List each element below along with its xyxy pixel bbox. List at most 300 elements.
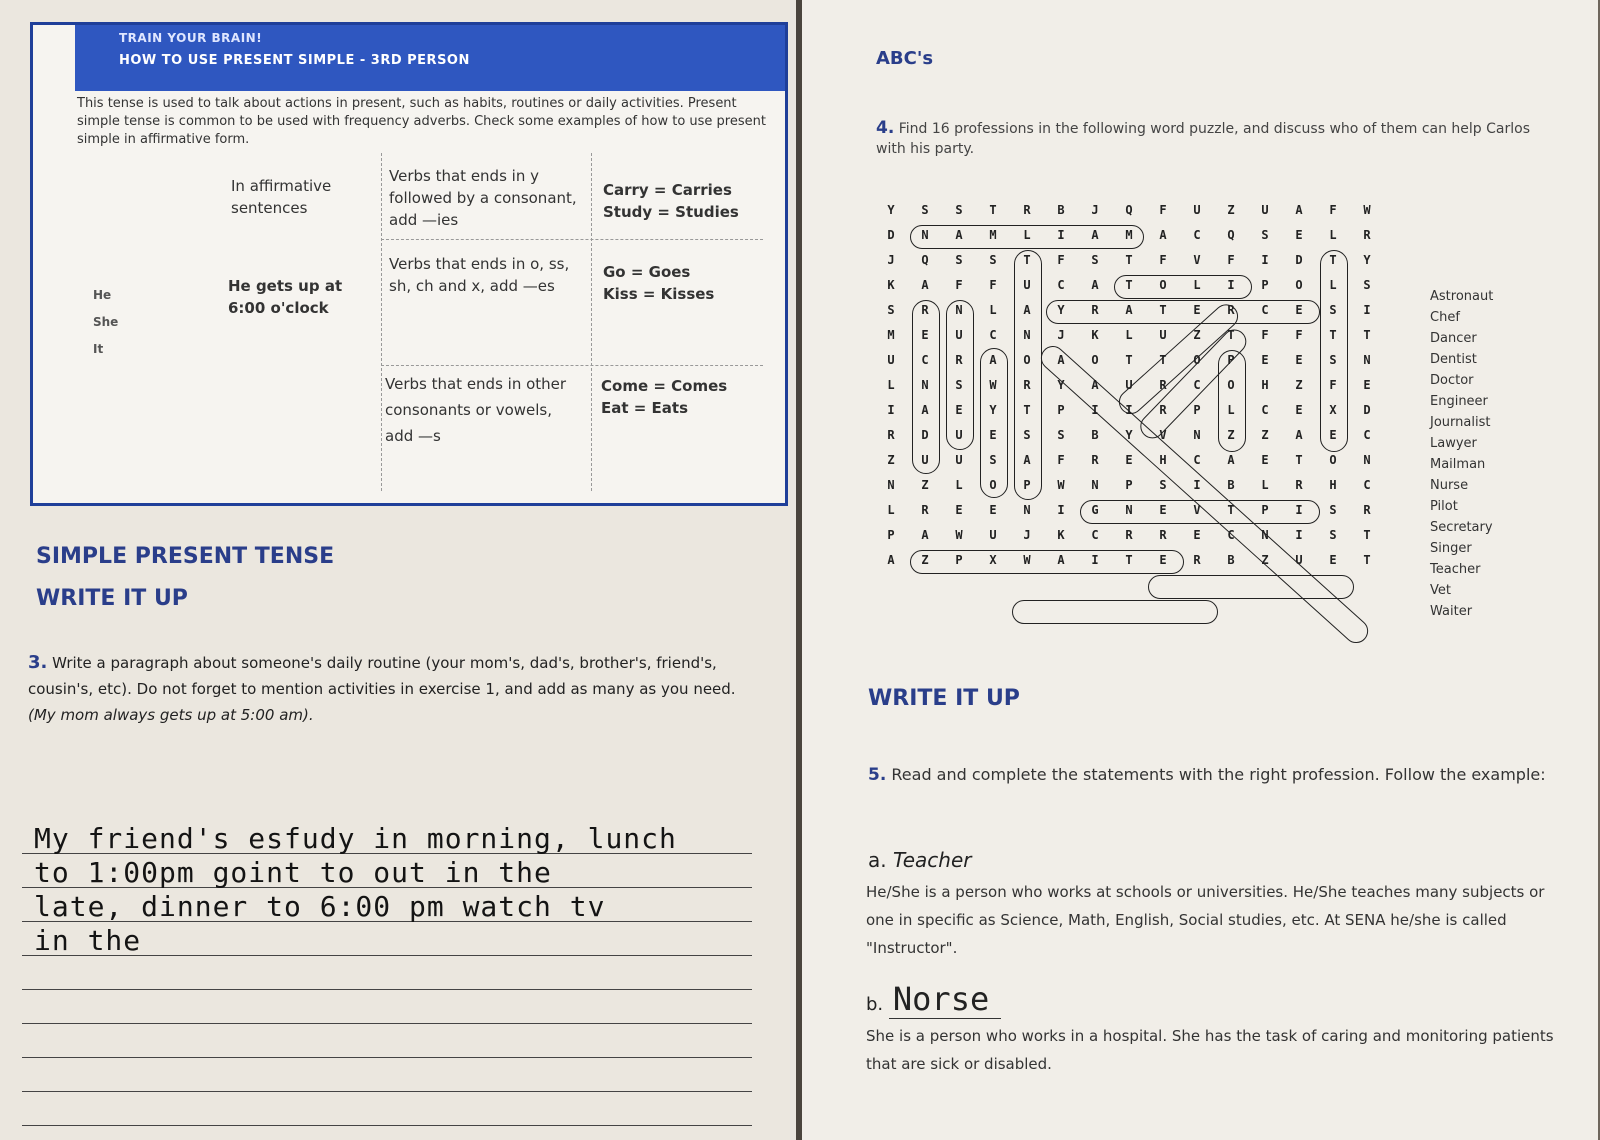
puzzle-letter: F (1227, 253, 1235, 267)
puzzle-letter: D (921, 428, 929, 442)
puzzle-letter: E (1295, 228, 1303, 242)
puzzle-letter: U (955, 328, 963, 342)
word-circle (1014, 250, 1042, 500)
puzzle-letter: Z (1193, 328, 1201, 342)
question-example: (My mom always gets up at 5:00 am). (28, 706, 314, 724)
puzzle-letter: T (1329, 253, 1337, 267)
question-text: Read and complete the statements with the right profession. Follow the example: (891, 765, 1546, 784)
word-circle (1320, 250, 1348, 452)
puzzle-letter: H (1261, 378, 1269, 392)
answer-a-description: He/She is a person who works at schools or universities. He/She teaches many subjects or one in specific as Science, Math, English, Social studies, etc. At SENA he/she is called "Instructor". (866, 883, 1545, 957)
puzzle-letter: L (989, 303, 997, 317)
answer-line[interactable] (22, 888, 752, 922)
word-search-puzzle (874, 198, 1371, 628)
left-page (0, 0, 796, 1140)
puzzle-letter: T (1023, 403, 1031, 417)
puzzle-letter: A (1091, 378, 1099, 392)
puzzle-letter: E (1159, 553, 1167, 567)
puzzle-letter: R (1363, 228, 1371, 242)
puzzle-letter: E (1193, 303, 1201, 317)
puzzle-letter: C (1261, 303, 1269, 317)
puzzle-letter: S (989, 253, 997, 267)
puzzle-letter: O (1329, 453, 1337, 467)
puzzle-letter: I (1295, 503, 1303, 517)
puzzle-letter: X (989, 553, 997, 567)
puzzle-letter: N (887, 478, 895, 492)
puzzle-letter: T (1125, 353, 1133, 367)
puzzle-letter: V (1159, 428, 1167, 442)
puzzle-letter: S (1159, 478, 1167, 492)
puzzle-letter: V (1193, 253, 1201, 267)
word-list-item: Astronaut (1430, 289, 1494, 304)
question-text: Write a paragraph about someone's daily routine (your mom's, dad's, brother's, friend's, cousin's, etc). Do not forget to mention activities in exercise 1, and add as many as you need. (28, 654, 736, 698)
puzzle-letter: J (887, 253, 895, 267)
puzzle-letter: A (1295, 428, 1303, 442)
right-page (802, 0, 1598, 1140)
puzzle-letter: P (1057, 403, 1065, 417)
puzzle-letter: E (955, 403, 963, 417)
puzzle-letter: T (1125, 553, 1133, 567)
puzzle-letter: E (1295, 403, 1303, 417)
puzzle-letter: R (1091, 453, 1099, 467)
word-circle (1012, 600, 1218, 624)
puzzle-letter: C (1193, 453, 1201, 467)
puzzle-letter: S (1329, 303, 1337, 317)
puzzle-letter: N (1193, 428, 1201, 442)
puzzle-letter: T (1023, 253, 1031, 267)
answer-line[interactable] (22, 922, 752, 956)
puzzle-letter: E (1295, 303, 1303, 317)
puzzle-letter: C (1091, 528, 1099, 542)
word-list-item: Dancer (1430, 331, 1477, 346)
puzzle-letter: E (955, 503, 963, 517)
puzzle-letter: A (1023, 453, 1031, 467)
puzzle-letter: R (1295, 478, 1303, 492)
puzzle-letter: Y (1125, 428, 1133, 442)
puzzle-letter: J (1091, 203, 1099, 217)
puzzle-letter: L (1193, 278, 1201, 292)
puzzle-letter: E (921, 328, 929, 342)
word-list (1430, 286, 1493, 622)
word-circle (912, 300, 940, 474)
puzzle-letter: Z (1227, 428, 1235, 442)
puzzle-letter: S (921, 203, 929, 217)
pronoun-it: It (93, 342, 104, 356)
puzzle-letter: U (1023, 278, 1031, 292)
puzzle-letter: I (1125, 403, 1133, 417)
puzzle-letter: K (1091, 328, 1099, 342)
puzzle-letter: P (1261, 503, 1269, 517)
puzzle-letter: S (955, 253, 963, 267)
answer-line[interactable] (22, 1092, 752, 1126)
puzzle-letter: F (989, 278, 997, 292)
puzzle-letter: L (1227, 403, 1235, 417)
puzzle-letter: H (1329, 478, 1337, 492)
handwritten-text: late, dinner to 6:00 pm watch tv (34, 890, 606, 923)
puzzle-letter: S (1091, 253, 1099, 267)
puzzle-letter: A (1295, 203, 1303, 217)
puzzle-letter: A (887, 553, 895, 567)
puzzle-letter: R (921, 303, 929, 317)
puzzle-letter: F (1295, 328, 1303, 342)
puzzle-letter: Z (921, 478, 929, 492)
answer-b (866, 980, 1001, 1018)
puzzle-letter: W (989, 378, 997, 392)
puzzle-letter: P (1125, 478, 1133, 492)
section-title-write-it-up: WRITE IT UP (868, 686, 1020, 711)
word-list-item: Singer (1430, 541, 1472, 556)
puzzle-letter: I (1261, 253, 1269, 267)
puzzle-letter: O (989, 478, 997, 492)
puzzle-letter: S (989, 453, 997, 467)
puzzle-letter: N (921, 378, 929, 392)
puzzle-letter: U (1295, 553, 1303, 567)
puzzle-letter: F (1057, 453, 1065, 467)
puzzle-letter: A (1057, 353, 1065, 367)
puzzle-letter: T (1159, 353, 1167, 367)
word-list-item: Engineer (1430, 394, 1488, 409)
table-divider (381, 153, 382, 491)
puzzle-letter: B (1227, 553, 1235, 567)
banner-title: HOW TO USE PRESENT SIMPLE - 3RD PERSON (119, 53, 470, 68)
puzzle-letter: P (1193, 403, 1201, 417)
puzzle-letter: A (921, 528, 929, 542)
puzzle-letter: T (1329, 328, 1337, 342)
puzzle-letter: L (1261, 478, 1269, 492)
puzzle-letter: E (1125, 453, 1133, 467)
examples-es: Go = Goes Kiss = Kisses (603, 263, 715, 303)
puzzle-letter: Y (1057, 378, 1065, 392)
puzzle-letter: O (1227, 378, 1235, 392)
puzzle-letter: D (887, 228, 895, 242)
word-list-item: Teacher (1430, 562, 1481, 577)
puzzle-letter: F (1329, 203, 1337, 217)
puzzle-letter: F (1261, 328, 1269, 342)
puzzle-letter: J (1023, 528, 1031, 542)
puzzle-letter: S (887, 303, 895, 317)
puzzle-letter: W (1363, 203, 1371, 217)
puzzle-letter: W (1023, 553, 1031, 567)
puzzle-letter: U (989, 528, 997, 542)
puzzle-letter: T (1295, 453, 1303, 467)
puzzle-letter: B (1057, 203, 1065, 217)
rule-es: Verbs that ends in o, ss, sh, ch and x, add —es (389, 255, 570, 295)
puzzle-letter: I (1091, 403, 1099, 417)
puzzle-letter: N (1363, 453, 1371, 467)
puzzle-letter: C (989, 328, 997, 342)
puzzle-letter: T (989, 203, 997, 217)
word-list-item: Nurse (1430, 478, 1469, 493)
answer-lines[interactable] (22, 820, 752, 1126)
puzzle-letter: T (1227, 328, 1235, 342)
word-circle (980, 348, 1008, 498)
puzzle-letter: Z (921, 553, 929, 567)
puzzle-letter: A (1159, 228, 1167, 242)
puzzle-letter: L (887, 503, 895, 517)
puzzle-letter: B (1091, 428, 1099, 442)
puzzle-letter: A (1023, 303, 1031, 317)
handwritten-text: My friend's esfudy in morning, lunch (34, 822, 677, 855)
puzzle-letter: K (1057, 528, 1065, 542)
puzzle-letter: P (1261, 278, 1269, 292)
puzzle-letter: A (1125, 303, 1133, 317)
question-number: 3. (28, 652, 48, 673)
puzzle-letter: A (1091, 278, 1099, 292)
puzzle-letter: W (955, 528, 963, 542)
puzzle-letter: I (1057, 228, 1065, 242)
puzzle-letter: F (1159, 253, 1167, 267)
handwritten-text: to 1:00pm goint to out in the (34, 856, 552, 889)
question-4 (876, 118, 1556, 159)
puzzle-letter: A (921, 278, 929, 292)
puzzle-letter: Q (921, 253, 929, 267)
puzzle-letter: B (1227, 478, 1235, 492)
puzzle-letter: U (955, 453, 963, 467)
puzzle-letter: T (1363, 328, 1371, 342)
puzzle-letter: L (1329, 278, 1337, 292)
puzzle-letter: C (1363, 428, 1371, 442)
puzzle-letter: Y (1057, 303, 1065, 317)
answer-a (868, 848, 972, 872)
puzzle-letter: Y (887, 203, 895, 217)
puzzle-letter: O (1159, 278, 1167, 292)
puzzle-letter: S (1057, 428, 1065, 442)
puzzle-letter: U (1193, 203, 1201, 217)
affirmative-label: In affirmative sentences (231, 177, 332, 217)
puzzle-letter: U (1159, 328, 1167, 342)
puzzle-letter: S (1363, 278, 1371, 292)
puzzle-letter: D (1295, 253, 1303, 267)
puzzle-letter: C (921, 353, 929, 367)
section-title-simple-present: SIMPLE PRESENT TENSE (36, 544, 335, 569)
puzzle-letter: O (1091, 353, 1099, 367)
puzzle-letter: A (955, 228, 963, 242)
puzzle-letter: E (1329, 428, 1337, 442)
answer-line[interactable] (22, 1024, 752, 1058)
puzzle-letter: L (1329, 228, 1337, 242)
puzzle-letter: Z (1227, 203, 1235, 217)
puzzle-letter: D (1363, 403, 1371, 417)
puzzle-letter: M (887, 328, 895, 342)
puzzle-letter: P (1023, 478, 1031, 492)
word-list-item: Secretary (1430, 520, 1493, 535)
question-text: Find 16 professions in the following word puzzle, and discuss who of them can help Carlos with his party. (876, 121, 1530, 157)
grammar-intro: This tense is used to talk about actions in present, such as habits, routines or daily activities. Present simple tense is common to be used with frequency adverbs. Check some examples of how to use present simple in affirmative form. (77, 96, 766, 147)
puzzle-letter: P (1227, 353, 1235, 367)
word-list-item: Waiter (1430, 604, 1473, 619)
puzzle-letter: U (921, 453, 929, 467)
answer-line[interactable] (22, 1058, 752, 1092)
puzzle-letter: Q (1227, 228, 1235, 242)
pronoun-he: He (93, 288, 112, 302)
puzzle-letter: G (1091, 503, 1099, 517)
answer-line[interactable] (22, 854, 752, 888)
puzzle-letter: I (1057, 503, 1065, 517)
puzzle-letter: L (1023, 228, 1031, 242)
puzzle-letter: I (1363, 303, 1371, 317)
answer-line[interactable] (22, 990, 752, 1024)
answer-line[interactable] (22, 820, 752, 854)
section-title-write-it-up: WRITE IT UP (36, 586, 188, 611)
puzzle-letter: E (1159, 503, 1167, 517)
puzzle-letter: Y (1363, 253, 1371, 267)
puzzle-letter: E (1193, 528, 1201, 542)
puzzle-letter: O (1295, 278, 1303, 292)
puzzle-letter: Q (1125, 203, 1133, 217)
puzzle-letter: S (1023, 428, 1031, 442)
puzzle-letter: N (955, 303, 963, 317)
word-list-item: Vet (1430, 583, 1451, 598)
word-list-item: Dentist (1430, 352, 1477, 367)
word-list-item: Doctor (1430, 373, 1474, 388)
banner-subtitle: TRAIN YOUR BRAIN! (119, 31, 263, 45)
question-number: 5. (868, 765, 887, 785)
puzzle-letter: P (887, 528, 895, 542)
puzzle-letter: N (921, 228, 929, 242)
puzzle-letter: I (1295, 528, 1303, 542)
puzzle-letter: R (1091, 303, 1099, 317)
puzzle-letter: S (1329, 353, 1337, 367)
puzzle-letter: R (887, 428, 895, 442)
puzzle-letter: C (1261, 403, 1269, 417)
question-5 (868, 760, 1558, 790)
puzzle-letter: I (1227, 278, 1235, 292)
puzzle-letter: T (1159, 303, 1167, 317)
puzzle-letter: X (1329, 403, 1337, 417)
puzzle-letter: F (1057, 253, 1065, 267)
puzzle-letter: R (1159, 403, 1167, 417)
puzzle-letter: N (1091, 478, 1099, 492)
puzzle-letter: L (955, 478, 963, 492)
handwritten-text: in the (34, 924, 142, 957)
word-circle (1046, 300, 1320, 324)
puzzle-letter: S (1329, 503, 1337, 517)
grammar-banner (75, 25, 785, 91)
answer-b-label: b. (866, 994, 884, 1015)
puzzle-letter: E (1261, 453, 1269, 467)
puzzle-letter: Z (887, 453, 895, 467)
puzzle-letter: A (1227, 453, 1235, 467)
puzzle-letter: A (1057, 553, 1065, 567)
puzzle-letter: M (1125, 228, 1133, 242)
puzzle-letter: S (1329, 528, 1337, 542)
grammar-box (30, 22, 788, 506)
puzzle-letter: J (1057, 328, 1065, 342)
word-circle (910, 550, 1184, 574)
puzzle-letter: L (887, 378, 895, 392)
puzzle-letter: R (1193, 553, 1201, 567)
puzzle-letter: E (1295, 353, 1303, 367)
puzzle-letter: P (955, 553, 963, 567)
puzzle-letter: R (1159, 378, 1167, 392)
puzzle-letter: T (1125, 278, 1133, 292)
puzzle-letter: T (1227, 503, 1235, 517)
abc-title: ABC's (876, 48, 934, 69)
puzzle-letter: R (921, 503, 929, 517)
puzzle-letter: R (1023, 203, 1031, 217)
answer-b-description: She is a person who works in a hospital. She has the task of caring and monitoring patients that are sick or disabled. (866, 1027, 1554, 1073)
examples-s: Come = Comes Eat = Eats (601, 377, 728, 417)
puzzle-letter: V (1193, 503, 1201, 517)
puzzle-letter: W (1057, 478, 1065, 492)
puzzle-letter: K (887, 278, 895, 292)
question-3 (28, 650, 764, 728)
puzzle-letter: N (1023, 328, 1031, 342)
example-sentence: He gets up at 6:00 o'clock (228, 277, 343, 317)
puzzle-letter: O (1193, 353, 1201, 367)
answer-a-profession: Teacher (892, 848, 972, 872)
word-circle (946, 300, 974, 450)
puzzle-letter: Z (1261, 553, 1269, 567)
answer-b-handwritten[interactable]: Norse (889, 980, 1001, 1019)
puzzle-letter: I (1091, 553, 1099, 567)
puzzle-letter: N (1363, 353, 1371, 367)
puzzle-letter: R (1159, 528, 1167, 542)
puzzle-letter: N (1125, 503, 1133, 517)
word-list-item: Mailman (1430, 457, 1486, 472)
answer-line[interactable] (22, 956, 752, 990)
word-list-item: Pilot (1430, 499, 1458, 514)
puzzle-letter: C (1057, 278, 1065, 292)
table-divider (381, 365, 763, 366)
puzzle-letter: A (1091, 228, 1099, 242)
puzzle-letter: C (1193, 378, 1201, 392)
puzzle-letter: S (1261, 228, 1269, 242)
puzzle-letter: I (1193, 478, 1201, 492)
puzzle-letter: F (1159, 203, 1167, 217)
puzzle-letter: Z (1295, 378, 1303, 392)
puzzle-letter: N (1261, 528, 1269, 542)
puzzle-letter: T (1363, 553, 1371, 567)
puzzle-letter: A (989, 353, 997, 367)
word-list-item: Journalist (1430, 415, 1491, 430)
puzzle-letter: T (1125, 253, 1133, 267)
puzzle-letter: E (1329, 553, 1337, 567)
answer-a-label: a. (868, 848, 887, 872)
word-list-item: Lawyer (1430, 436, 1477, 451)
word-circle (1114, 275, 1252, 299)
puzzle-letter: E (1261, 353, 1269, 367)
examples-ies: Carry = Carries Study = Studies (603, 181, 739, 221)
puzzle-letter: M (989, 228, 997, 242)
puzzle-letter: E (989, 503, 997, 517)
puzzle-letter: H (1159, 453, 1167, 467)
puzzle-letter: S (955, 378, 963, 392)
puzzle-letter: T (1363, 528, 1371, 542)
puzzle-letter: R (1227, 303, 1235, 317)
puzzle-letter: I (887, 403, 895, 417)
question-number: 4. (876, 118, 895, 138)
word-circle (910, 225, 1144, 249)
puzzle-letter: E (1363, 378, 1371, 392)
word-list-item: Chef (1430, 310, 1460, 325)
puzzle-letter: O (1023, 353, 1031, 367)
puzzle-letter: U (1125, 378, 1133, 392)
table-divider (381, 239, 763, 240)
puzzle-letter: R (1363, 503, 1371, 517)
table-divider (591, 153, 592, 491)
puzzle-letter: C (1193, 228, 1201, 242)
rule-s: Verbs that ends in other consonants or vowels, add —s (385, 375, 567, 445)
puzzle-letter: R (1023, 378, 1031, 392)
puzzle-letter: N (1023, 503, 1031, 517)
rule-ies: Verbs that ends in y followed by a consonant, add —ies (389, 167, 577, 229)
puzzle-letter: F (1329, 378, 1337, 392)
puzzle-letter: R (1125, 528, 1133, 542)
puzzle-letter: C (1363, 478, 1371, 492)
grammar-table (63, 153, 763, 493)
puzzle-letter: Y (989, 403, 997, 417)
